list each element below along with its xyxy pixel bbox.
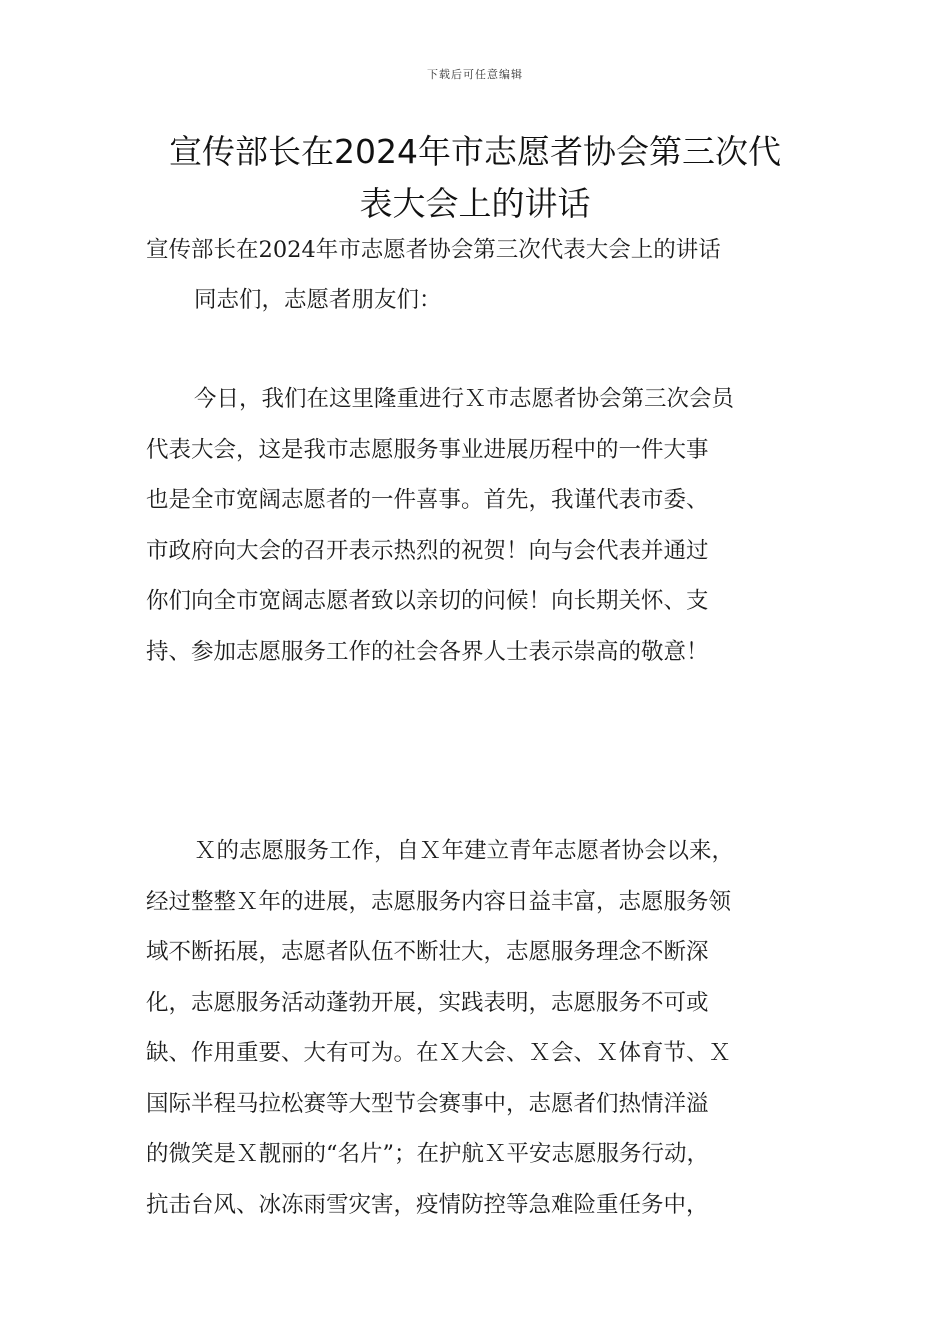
document-subtitle: 宣传部长在2024年市志愿者协会第三次代表大会上的讲话 [146,237,721,263]
paragraph-line: 国际半程马拉松赛等大型节会赛事中，志愿者们热情洋溢 [146,1090,709,1117]
paragraph-opening [146,374,810,677]
paragraph-history [146,826,810,1230]
paragraph-line: 市政府向大会的召开表示热烈的祝贺！向与会代表并通过 [146,537,709,564]
paragraph-line: 持、参加志愿服务工作的社会各界人士表示崇高的敬意！ [146,638,709,665]
paragraph-line: 代表大会，这是我市志愿服务事业进展历程中的一件大事 [146,436,709,463]
document-title [130,126,820,230]
paragraph-line: 也是全市宽阔志愿者的一件喜事。首先，我谨代表市委、 [146,487,709,513]
paragraph-line: 域不断拓展，志愿者队伍不断壮大，志愿服务理念不断深 [146,939,709,965]
paragraph-line: 的微笑是Ｘ靓丽的“名片”；在护航Ｘ平安志愿服务行动， [146,1141,710,1167]
title-line: 表大会上的讲话 [359,184,591,223]
paragraph-line: 今日，我们在这里隆重进行Ｘ市志愿者协会第三次会员 [194,386,735,412]
paragraph-line: 你们向全市宽阔志愿者致以亲切的问候！向长期关怀、支 [146,588,709,614]
paragraph-line: Ｘ的志愿服务工作，自Ｘ年建立青年志愿者协会以来， [194,838,735,864]
paragraph-line: 化，志愿服务活动蓬勃开展，实践表明，志愿服务不可或 [146,989,709,1016]
paragraph-line: 抗击台风、冰冻雨雪灾害，疫情防控等急难险重任务中， [146,1191,709,1218]
title-line: 宣传部长在2024年市志愿者协会第三次代 [169,132,781,171]
paragraph-line: 经过整整Ｘ年的进展，志愿服务内容日益丰富，志愿服务领 [146,888,732,915]
header-note: 下载后可任意编辑 [427,68,523,81]
salutation: 同志们，志愿者朋友们： [194,287,442,313]
paragraph-line: 缺、作用重要、大有可为。在Ｘ大会、Ｘ会、Ｘ体育节、Ｘ [146,1040,732,1066]
